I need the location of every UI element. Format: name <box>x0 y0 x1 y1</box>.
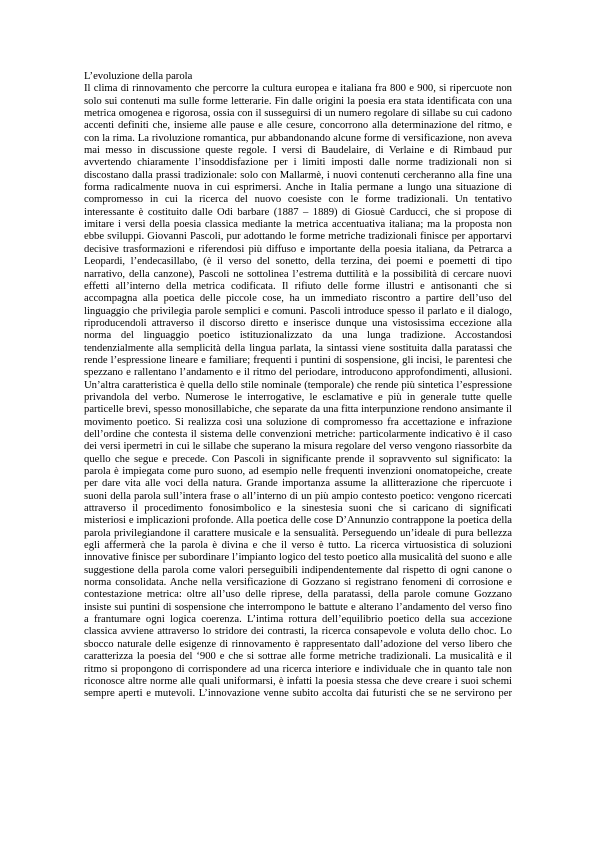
text-line: rende l’espressione lineare e familiare; frequenti i puntini di sospensione, gli incisi, le parentesi che <box>84 354 512 366</box>
text-line: misteriosi e implicazioni profonde. Alla poetica delle cose D’Annunzio contrappone la poetica della <box>84 515 512 527</box>
text-line: caratterizza la poesia del ‘900 e che si sottrae alle forme metriche tradizionali. La musicalità e il <box>84 651 512 663</box>
document-title: L’evoluzione della parola <box>84 71 193 82</box>
text-line: riconosce altre norme alle quali uniformarsi, è infatti la poesia stessa che deve creare i suoi schemi <box>84 675 512 687</box>
text-line: Un’altra caratteristica è quella dello stile nominale (temporale) che rende più sintetica l’espressione <box>84 379 512 391</box>
text-line: accompagna alla poetica delle piccole cose, ha un immediato riscontro a partire dell’uso del <box>84 293 512 305</box>
text-line: classica avviene attraverso lo stridore dei contrasti, la ricerca consapevole e voluta dello choc. Lo <box>84 626 512 638</box>
text-line: riproducendoli attraverso il discorso diretto e inserisce dunque una vistosissima eccezione alla <box>84 317 512 329</box>
text-line: suoni della parola sull’intera frase o all’interno di un più ampio contesto poetico: vengono ricercati <box>84 490 512 502</box>
text-line: con la rima. La rivoluzione romantica, pur abbandonando alcune forme di versificazione, non aveva <box>84 132 512 144</box>
text-line: dei versi ipermetri in cui le sillabe che superano la misura regolare del verso vengono riassorbite da <box>84 441 512 453</box>
text-line: insiste sui puntini di sospensione che interrompono le battute e alterano l’andamento del verso fino <box>84 601 512 613</box>
text-line: per dare vita alle voci della natura. Grande importanza assume la allitterazione che ripercuote i <box>84 478 512 490</box>
text-line: innovative finisce per subordinare l’impianto logico del testo poetico alla musicalità del suono e alle <box>84 552 512 564</box>
text-line: discostano dalla prassi tradizionale: solo con Mallarmè, i nuovi contenuti cercheranno alla fine una <box>84 169 512 181</box>
text-line: egli affermerà che la parola è divina e che il verso è tutto. La ricerca virtuosistica di soluzioni <box>84 540 512 552</box>
document-body <box>84 71 512 701</box>
text-line: ebbe sviluppi. Giovanni Pascoli, pur adottando le forme metriche tradizionali finisce per apportarvi <box>84 231 512 243</box>
text-line: movimento poetico. Si realizza così una soluzione di compromesso fra accettazione e infrazione <box>84 416 512 428</box>
text-line: norma del linguaggio poetico istituzionalizzato da una lunga tradizione. Accostandosi <box>84 330 512 342</box>
text-line: spezzano e rallentano l’andamento e il ritmo del periodare, introducono approfondimenti, allusioni. <box>84 367 512 379</box>
text-line: dell’ordine che contesta il sistema delle convenzioni metriche: particolarmente indicativo è il caso <box>84 428 512 440</box>
text-line: Leopardi, l’endecasillabo, (è il verso del sonetto, della terzina, dei poemi e poemetti di tipo <box>84 256 512 268</box>
text-line: privandola del verbo. Numerose le interrogative, le esclamative e più in generale tutte quelle <box>84 391 512 403</box>
text-line: imitare i versi della poesia classica mediante la metrica accentuativa italiana; ma la proposta non <box>84 219 512 231</box>
paragraph <box>84 83 512 700</box>
text-line: solo sui contenuti ma sulle forme letterarie. Fin dalle origini la poesia era stata identificata con una <box>84 95 512 107</box>
text-line: sempre aperti e mutevoli. L’innovazione venne subito accolta dai futuristi che se ne servirono per <box>84 688 512 700</box>
text-line: decisive trasformazioni e riferendosi più diffuso e importante della poesia italiana, da Petrarca a <box>84 243 512 255</box>
text-line: norma consolidata. Anche nella versificazione di Gozzano si registrano fenomeni di corrosione e <box>84 577 512 589</box>
text-line: interessante è costituito dalle Odi barbare (1887 – 1889) di Giosuè Carducci, che si propose di <box>84 206 512 218</box>
text-line: metrica omogenea e rigorosa, ossia con il susseguirsi di un numero regolare di sillabe su cui cadono <box>84 108 512 120</box>
text-line: avvertendo chiaramente l’insoddisfazione per i limiti imposti dalle norme tradizionali non si <box>84 157 512 169</box>
text-line: suggestione della parola come valori perseguibili indipendentemente dal rispetto di ogni canone o <box>84 564 512 576</box>
text-line: forma radicalmente nuova in cui esprimersi. Anche in Italia permane a lungo una situazione di <box>84 182 512 194</box>
text-line: compromesso in cui la ricerca del nuovo coesiste con le forme tradizionali. Un tentativo <box>84 194 512 206</box>
text-line: effetti all’interno della metrica codificata. Il rifiuto delle forme illustri e antisonanti che si <box>84 280 512 292</box>
text-line: parola privilegiandone il carattere musicale e la sensualità. Perseguendo un’ideale di pura bellezza <box>84 527 512 539</box>
text-line: narrativo, della canzone), Pascoli ne sottolinea l’estrema duttilità e la possibilità di cercare nuovi <box>84 268 512 280</box>
text-line: tendenzialmente alla semplicità della lingua parlata, la sintassi viene sostituita dalla paratassi che <box>84 342 512 354</box>
text-line: mai messo in discussione queste regole. I versi di Baudelaire, di Verlaine e di Rimbaud pur <box>84 145 512 157</box>
text-line: parola è impiegata come puro suono, ad esempio nelle frequenti invenzioni onomatopeiche, create <box>84 466 512 477</box>
text-line: sbocco naturale delle esigenze di rinnovamento è rappresentato dall’adozione del verso libero che <box>84 638 512 650</box>
text-line: ritmo si propongono di corrispondere ad una ricerca interiore e individuale che in quanto tale non <box>84 663 512 675</box>
text-line: linguaggio che privilegia parole semplici e comuni. Pascoli introduce spesso il parlato e il dialogo, <box>84 305 512 317</box>
text-line: attraverso il procedimento fonosimbolico e la sinestesia suoni che si caricano di significati <box>84 503 512 515</box>
text-line: particelle brevi, spesso monosillabiche, che separate da una fitta interpunzione rendono ansimante il <box>84 404 512 416</box>
text-line: contestazione metrica: oltre all’uso delle riprese, della paratassi, della parole comune Gozzano <box>84 589 512 601</box>
text-line: accenti definiti che, insieme alle pause e alle cesure, concorrono alla determinazione del ritmo, e <box>84 120 512 132</box>
text-line: Il clima di rinnovamento che percorre la cultura europea e italiana fra 800 e 900, si ripercuote non <box>84 83 512 95</box>
text-line: a frantumare ogni logica coerenza. L’intima rottura dell’equilibrio poetico della sua accezione <box>84 614 512 626</box>
text-line: quello che segue e precede. Con Pascoli in significante prende il sopravvento sul significato: la <box>84 453 512 465</box>
